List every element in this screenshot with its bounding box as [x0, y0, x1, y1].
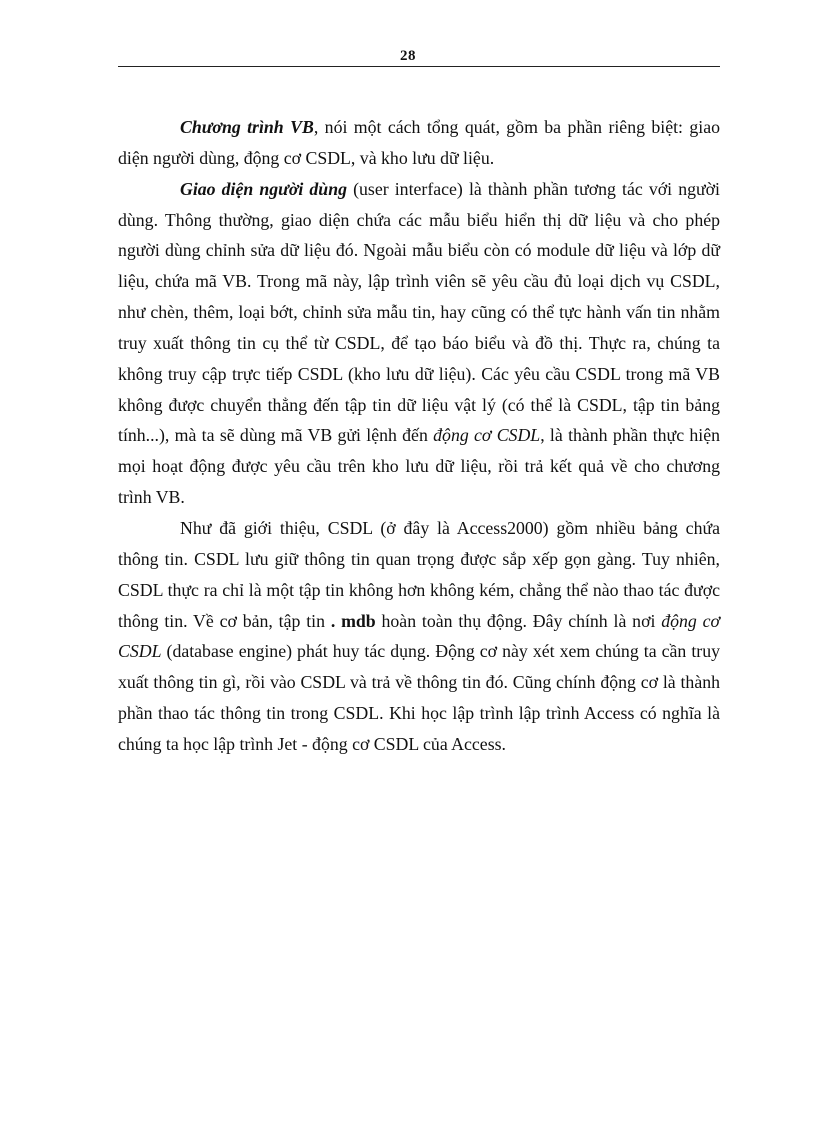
paragraph-2-text-2: , là thành phần thực hiện mọi hoạt động được yêu cầu trên kho lưu dữ liệu, rồi trả kết quả về cho chương trình VB. — [118, 425, 721, 508]
document-body — [118, 112, 720, 760]
term-user-interface: Giao diện người dùng — [180, 178, 347, 199]
paragraph-3 — [118, 513, 720, 760]
paragraph-1 — [118, 112, 720, 174]
term-database-engine-2: động cơ CSDL — [118, 610, 721, 662]
paragraph-1-text: , nói một cách tổng quát, gồm ba phần riêng biệt: giao diện người dùng, động cơ CSDL, và kho lưu dữ liệu. — [118, 117, 720, 168]
paragraph-3-text-1: Như đã giới thiệu, CSDL (ở đây là Access2000) gồm nhiều bảng chứa thông tin. CSDL lưu giữ thông tin quan trọng được sắp xếp gọn gàng. Tuy nhiên, CSDL thực ra chỉ là một tập tin không hơn không kém, chẳng thể nào thao tác được thông tin. Về cơ bản, tập tin — [118, 517, 720, 631]
term-mdb: . mdb — [330, 610, 376, 631]
paragraph-3-text-2: hoàn toàn thụ động. Đây chính là nơi — [375, 610, 662, 631]
term-database-engine: động cơ CSDL — [433, 425, 541, 446]
paragraph-3-text-3: (database engine) phát huy tác dụng. Động cơ này xét xem chúng ta cần truy xuất thông tin gì, rồi vào CSDL và trả về thông tin đó. Cũng chính động cơ là thành phần thao tác thông tin trong CSDL. Khi học lập trình lập trình Access có nghĩa là chúng ta học lập trình Jet - động cơ CSDL của Access. — [118, 641, 720, 754]
paragraph-2-text-1: (user interface) là thành phần tương tác với người dùng. Thông thường, giao diện chứa các mẫu biểu hiển thị dữ liệu và cho phép người dùng chỉnh sửa dữ liệu đó. Ngoài mẫu biểu còn có module dữ liệu và lớp dữ liệu, chứa mã VB. Trong mã này, lập trình viên sẽ yêu cầu đủ loại dịch vụ CSDL, như chèn, thêm, loại bớt, chỉnh sửa mẫu tin, hay cũng có thể tực hành vấn tin nhằm truy xuất thông tin cụ thể từ CSDL, để tạo báo biểu và đồ thị. Thực ra, chúng ta không truy cập trực tiếp CSDL (kho lưu dữ liệu). Các yêu cầu CSDL trong mã VB không được chuyển thẳng đến tập tin dữ liệu vật lý (có thể là CSDL, tập tin bảng tính...), mà ta sẽ dùng mã VB gửi lệnh đến — [118, 178, 720, 446]
term-vb-program: Chương trình VB — [180, 117, 314, 137]
header-rule — [118, 66, 720, 67]
paragraph-2 — [118, 174, 720, 513]
page-number: 28 — [400, 48, 416, 64]
